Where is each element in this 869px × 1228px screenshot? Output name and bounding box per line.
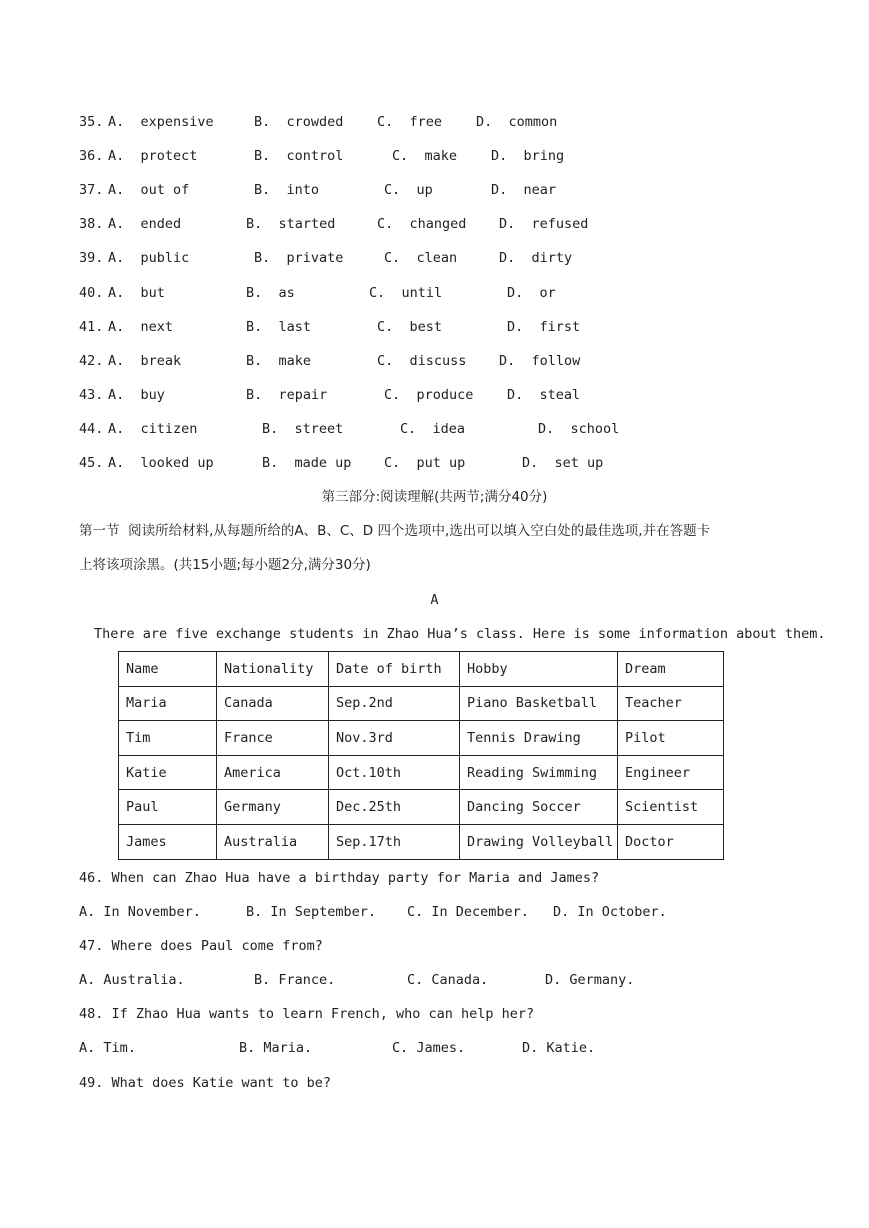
option-b: B. made up (262, 455, 352, 471)
option-b: B. street (262, 421, 344, 437)
option-b: B. control (254, 148, 344, 164)
option-c: C. clean (384, 250, 458, 266)
question-number: 35. (79, 114, 104, 130)
question-number: 39. (79, 250, 104, 266)
option-d: D. set up (522, 455, 604, 471)
option-d: D. or (507, 285, 556, 301)
table-cell: James (119, 824, 217, 859)
option-b: B. In September. (246, 904, 377, 920)
option-a: A. break (108, 353, 182, 369)
option-a: A. protect (108, 148, 198, 164)
option-c: C. James. (392, 1040, 466, 1056)
table-cell: Tim (119, 721, 217, 756)
cloze-row (0, 146, 565, 166)
header-cell: Nationality (217, 652, 329, 687)
option-b: B. make (246, 353, 312, 369)
table-cell: Engineer (618, 755, 724, 790)
cloze-row (0, 248, 573, 268)
header-cell: Date of birth (329, 652, 460, 687)
option-c: C. up (384, 182, 433, 198)
table-cell: Dancing Soccer (460, 790, 618, 825)
option-d: D. steal (507, 387, 581, 403)
question-number: 37. (79, 182, 104, 198)
option-d: D. refused (499, 216, 589, 232)
option-c: C. idea (400, 421, 466, 437)
question-number: 40. (79, 285, 104, 301)
option-a: A. but (108, 285, 165, 301)
table-cell: Nov.3rd (329, 721, 460, 756)
table-cell: Australia (217, 824, 329, 859)
table-cell: Katie (119, 755, 217, 790)
answer-options (0, 970, 635, 990)
table-cell: Doctor (618, 824, 724, 859)
option-d: D. first (507, 319, 581, 335)
option-a: A. looked up (108, 455, 214, 471)
option-d: D. school (538, 421, 620, 437)
option-b: B. private (254, 250, 344, 266)
option-d: D. In October. (553, 904, 667, 920)
question-number: 38. (79, 216, 104, 232)
cloze-row (0, 214, 589, 234)
table-cell: Tennis Drawing (460, 721, 618, 756)
option-c: C. discuss (377, 353, 467, 369)
option-d: D. follow (499, 353, 581, 369)
question-stem: 46. When can Zhao Hua have a birthday party for Maria and James? (79, 870, 600, 886)
option-c: C. best (377, 319, 443, 335)
option-b: B. as (246, 285, 295, 301)
option-a: A. next (108, 319, 174, 335)
part-title: 第三部分:阅读理解(共两节;满分40分) (321, 489, 548, 505)
option-c: C. until (369, 285, 443, 301)
option-b: B. into (254, 182, 320, 198)
table-cell: America (217, 755, 329, 790)
option-c: C. In December. (407, 904, 529, 920)
question-number: 43. (79, 387, 104, 403)
option-b: B. repair (246, 387, 328, 403)
answer-options (0, 1038, 596, 1058)
table-cell: Piano Basketball (460, 686, 618, 721)
question-number: 41. (79, 319, 104, 335)
question-stem: 49. What does Katie want to be? (79, 1075, 331, 1091)
passage-label: A (430, 592, 439, 608)
option-c: C. put up (384, 455, 466, 471)
option-c: C. free (377, 114, 443, 130)
table-cell: Reading Swimming (460, 755, 618, 790)
cloze-row (0, 112, 558, 132)
option-d: D. common (476, 114, 558, 130)
option-a: A. In November. (79, 904, 201, 920)
cloze-row (0, 453, 604, 473)
table-cell: Pilot (618, 721, 724, 756)
question-stem: 47. Where does Paul come from? (79, 938, 323, 954)
table-row (119, 721, 724, 756)
option-b: B. crowded (254, 114, 344, 130)
table-cell: Scientist (618, 790, 724, 825)
option-d: D. bring (491, 148, 565, 164)
option-c: C. Canada. (407, 972, 489, 988)
option-d: D. near (491, 182, 557, 198)
table-cell: Sep.2nd (329, 686, 460, 721)
table-header-row (119, 652, 724, 687)
table-cell: Oct.10th (329, 755, 460, 790)
header-cell: Dream (618, 652, 724, 687)
option-a: A. out of (108, 182, 190, 198)
section-instructions-line2: 上将该项涂黑。(共15小题;每小题2分,满分30分) (79, 557, 371, 573)
question-number: 44. (79, 421, 104, 437)
table-cell: France (217, 721, 329, 756)
option-d: D. Germany. (545, 972, 635, 988)
table-cell: Paul (119, 790, 217, 825)
cloze-row (0, 180, 557, 200)
option-a: A. citizen (108, 421, 198, 437)
option-b: B. Maria. (239, 1040, 313, 1056)
header-cell: Name (119, 652, 217, 687)
answer-options (0, 902, 667, 922)
section-instructions-line1: 第一节 阅读所给材料,从每题所给的A、B、C、D 四个选项中,选出可以填入空白处的最佳选项,并在答题卡 (79, 523, 711, 539)
option-a: A. buy (108, 387, 165, 403)
option-d: D. dirty (499, 250, 573, 266)
cloze-row (0, 351, 581, 371)
table-row (119, 790, 724, 825)
question-number: 36. (79, 148, 104, 164)
students-table (118, 651, 724, 860)
cloze-row (0, 317, 581, 337)
option-b: B. France. (254, 972, 336, 988)
option-b: B. started (246, 216, 336, 232)
cloze-row (0, 283, 556, 303)
option-a: A. Australia. (79, 972, 185, 988)
table-cell: Maria (119, 686, 217, 721)
table-row (119, 686, 724, 721)
option-a: A. Tim. (79, 1040, 136, 1056)
table-row (119, 755, 724, 790)
option-c: C. changed (377, 216, 467, 232)
option-a: A. public (108, 250, 190, 266)
table-cell: Dec.25th (329, 790, 460, 825)
table-row (119, 824, 724, 859)
header-cell: Hobby (460, 652, 618, 687)
option-c: C. make (392, 148, 458, 164)
option-d: D. Katie. (522, 1040, 596, 1056)
question-stem: 48. If Zhao Hua wants to learn French, who can help her? (79, 1006, 535, 1022)
option-c: C. produce (384, 387, 474, 403)
table-cell: Germany (217, 790, 329, 825)
table-cell: Teacher (618, 686, 724, 721)
passage-intro: There are five exchange students in Zhao Hua’s class. Here is some information about them. (94, 626, 826, 642)
table-cell: Canada (217, 686, 329, 721)
question-number: 45. (79, 455, 104, 471)
question-number: 42. (79, 353, 104, 369)
table-cell: Sep.17th (329, 824, 460, 859)
cloze-row (0, 385, 581, 405)
option-a: A. ended (108, 216, 182, 232)
option-b: B. last (246, 319, 312, 335)
option-a: A. expensive (108, 114, 214, 130)
table-cell: Drawing Volleyball (460, 824, 618, 859)
cloze-row (0, 419, 620, 439)
